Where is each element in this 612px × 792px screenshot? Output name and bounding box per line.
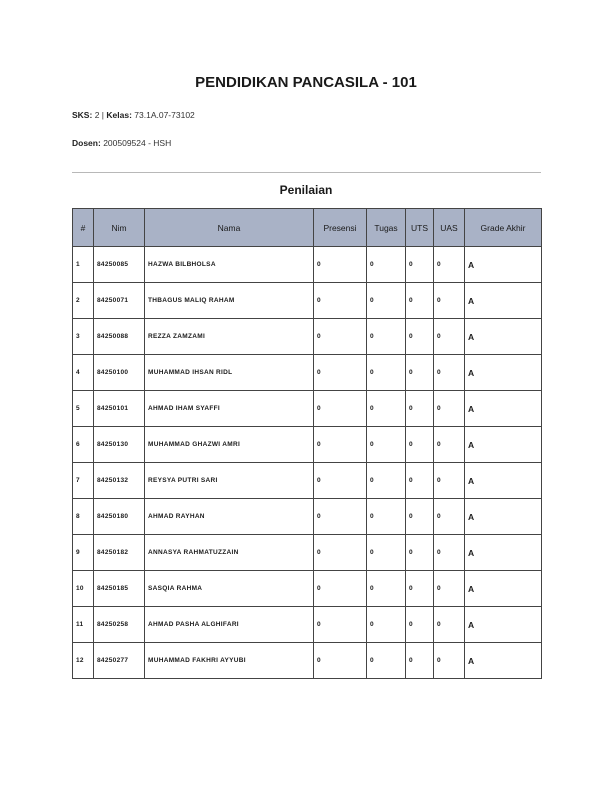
presensi-cell: 0 [314,463,367,499]
uts-cell: 0 [406,499,434,535]
uts-cell: 0 [406,535,434,571]
table-row [73,247,542,283]
column-header-uas: UAS [434,209,465,247]
uts-cell: 0 [406,607,434,643]
row-number: 6 [73,427,94,463]
table-row [73,427,542,463]
presensi-cell: 0 [314,319,367,355]
grade-cell: A [465,535,542,571]
header-divider [72,172,541,173]
grade-cell: A [465,643,542,679]
table-row [73,319,542,355]
presensi-cell: 0 [314,427,367,463]
grade-cell: A [465,355,542,391]
column-header-presensi: Presensi [314,209,367,247]
tugas-cell: 0 [367,427,406,463]
nim-cell: 84250088 [94,319,145,355]
column-header-number: # [73,209,94,247]
nim-cell: 84250182 [94,535,145,571]
table-row [73,571,542,607]
uts-cell: 0 [406,391,434,427]
row-number: 9 [73,535,94,571]
uts-cell: 0 [406,283,434,319]
presensi-cell: 0 [314,355,367,391]
kelas-label: Kelas: [106,110,132,120]
nim-cell: 84250071 [94,283,145,319]
column-header-nim: Nim [94,209,145,247]
course-info-line [72,110,195,120]
uas-cell: 0 [434,247,465,283]
uas-cell: 0 [434,535,465,571]
row-number: 7 [73,463,94,499]
presensi-cell: 0 [314,571,367,607]
presensi-cell: 0 [314,283,367,319]
table-header-row [73,209,542,247]
nama-cell: AHMAD RAYHAN [145,499,314,535]
uts-cell: 0 [406,247,434,283]
row-number: 5 [73,391,94,427]
uas-cell: 0 [434,571,465,607]
uas-cell: 0 [434,463,465,499]
table-row [73,391,542,427]
column-header-uts: UTS [406,209,434,247]
uas-cell: 0 [434,283,465,319]
row-number: 3 [73,319,94,355]
presensi-cell: 0 [314,535,367,571]
tugas-cell: 0 [367,463,406,499]
row-number: 4 [73,355,94,391]
uts-cell: 0 [406,355,434,391]
nama-cell: REZZA ZAMZAMI [145,319,314,355]
tugas-cell: 0 [367,319,406,355]
uas-cell: 0 [434,499,465,535]
row-number: 12 [73,643,94,679]
nim-cell: 84250180 [94,499,145,535]
row-number: 10 [73,571,94,607]
tugas-cell: 0 [367,499,406,535]
tugas-cell: 0 [367,535,406,571]
grade-cell: A [465,319,542,355]
nim-cell: 84250085 [94,247,145,283]
presensi-cell: 0 [314,643,367,679]
nama-cell: SASQIA RAHMA [145,571,314,607]
row-number: 8 [73,499,94,535]
meta-separator: | [101,110,105,120]
grade-cell: A [465,571,542,607]
tugas-cell: 0 [367,643,406,679]
uas-cell: 0 [434,391,465,427]
table-row [73,499,542,535]
table-row [73,355,542,391]
nim-cell: 84250258 [94,607,145,643]
table-row [73,535,542,571]
uts-cell: 0 [406,571,434,607]
presensi-cell: 0 [314,607,367,643]
nama-cell: MUHAMMAD FAKHRI AYYUBI [145,643,314,679]
uts-cell: 0 [406,319,434,355]
sks-value: 2 [94,110,100,120]
nim-cell: 84250101 [94,391,145,427]
nama-cell: MUHAMMAD GHAZWI AMRI [145,427,314,463]
nama-cell: MUHAMMAD IHSAN RIDL [145,355,314,391]
column-header-tugas: Tugas [367,209,406,247]
tugas-cell: 0 [367,355,406,391]
dosen-label: Dosen: [72,138,101,148]
column-header-grade-akhir: Grade Akhir [465,209,542,247]
nama-cell: HAZWA BILBHOLSA [145,247,314,283]
grade-cell: A [465,391,542,427]
uas-cell: 0 [434,355,465,391]
table-row [73,643,542,679]
row-number: 2 [73,283,94,319]
tugas-cell: 0 [367,391,406,427]
nim-cell: 84250132 [94,463,145,499]
uts-cell: 0 [406,427,434,463]
grade-cell: A [465,283,542,319]
presensi-cell: 0 [314,499,367,535]
nama-cell: REYSYA PUTRI SARI [145,463,314,499]
row-number: 1 [73,247,94,283]
nama-cell: AHMAD IHAM SYAFFI [145,391,314,427]
uts-cell: 0 [406,463,434,499]
nim-cell: 84250130 [94,427,145,463]
grade-cell: A [465,463,542,499]
tugas-cell: 0 [367,283,406,319]
grades-table [72,208,542,679]
table-row [73,283,542,319]
lecturer-info-line [72,138,171,148]
dosen-value: 200509524 - HSH [103,138,172,148]
grade-cell: A [465,247,542,283]
nim-cell: 84250185 [94,571,145,607]
sks-label: SKS: [72,110,93,120]
tugas-cell: 0 [367,247,406,283]
grade-cell: A [465,607,542,643]
uas-cell: 0 [434,427,465,463]
row-number: 11 [73,607,94,643]
page-title: PENDIDIKAN PANCASILA - 101 [195,74,417,91]
grade-cell: A [465,499,542,535]
tugas-cell: 0 [367,571,406,607]
table-row [73,463,542,499]
uas-cell: 0 [434,607,465,643]
tugas-cell: 0 [367,607,406,643]
presensi-cell: 0 [314,391,367,427]
section-title: Penilaian [279,183,333,197]
presensi-cell: 0 [314,247,367,283]
nama-cell: AHMAD PASHA ALGHIFARI [145,607,314,643]
nama-cell: ANNASYA RAHMATUZZAIN [145,535,314,571]
uts-cell: 0 [406,643,434,679]
nim-cell: 84250100 [94,355,145,391]
uas-cell: 0 [434,319,465,355]
grade-cell: A [465,427,542,463]
table-row [73,607,542,643]
nim-cell: 84250277 [94,643,145,679]
kelas-value: 73.1A.07-73102 [134,110,195,120]
column-header-nama: Nama [145,209,314,247]
uas-cell: 0 [434,643,465,679]
nama-cell: THBAGUS MALIQ RAHAM [145,283,314,319]
